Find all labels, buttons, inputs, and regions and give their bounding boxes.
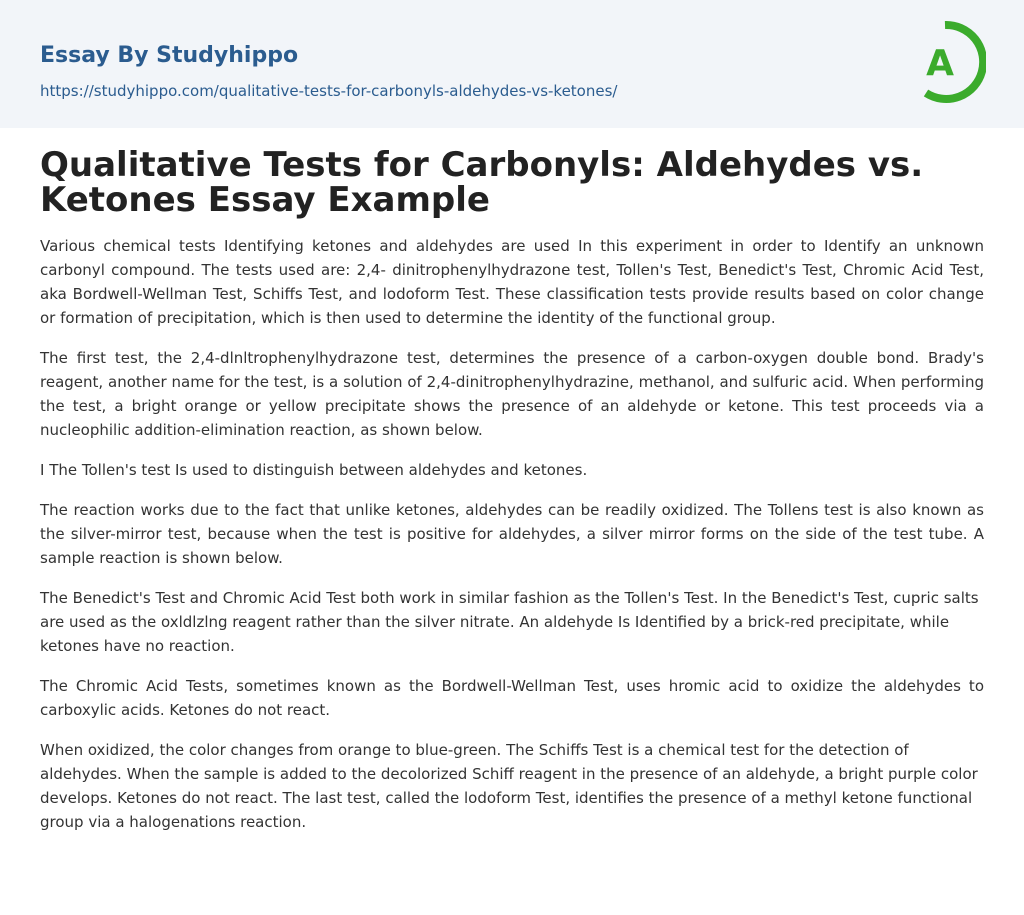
essay-paragraph: The Chromic Acid Tests, sometimes known as the Bordwell-Wellman Test, uses hromic acid to oxidize the aldehydes to carboxylic acids. Ketones do not react. <box>40 677 984 719</box>
essay-body <box>40 234 984 834</box>
studyhippo-logo-icon[interactable] <box>912 19 986 105</box>
essay-title: Qualitative Tests for Carbonyls: Aldehydes vs. Ketones Essay Example <box>40 145 924 220</box>
essay-paragraph: I The Tollen's test Is used to distinguish between aldehydes and ketones. <box>40 461 588 479</box>
logo-letter: A <box>926 43 954 84</box>
essay-paragraph: Various chemical tests Identifying ketones and aldehydes are used In this experiment in order to Identify an unknown carbonyl compound. The tests used are: 2,4- dinitrophenylhydrazone test, Tollen's Test, Benedict's Test, Chromic Acid Test, aka Bordwell-Wellman Test, Schiffs Test, and lodoform Test. These classification tests provide results based on color change or formation of precipitation, which is then used to determine the identity of the functional group. <box>40 237 984 327</box>
essay-paragraph: When oxidized, the color changes from orange to blue-green. The Schiffs Test is a chemical test for the detection of aldehydes. When the sample is added to the decolorized Schiff reagent in the presence of an aldehyde, a bright purple color develops. Ketones do not react. The last test, called the lodoform Test, identifies the presence of a methyl ketone functional group via a halogenations reaction. <box>40 741 978 831</box>
essay-paragraph: The Benedict's Test and Chromic Acid Test both work in similar fashion as the Tollen's Test. In the Benedict's Test, cupric salts are used as the oxldlzlng reagent rather than the silver nitrate. An aldehyde Is Identified by a brick-red precipitate, while ketones have no reaction. <box>40 589 979 655</box>
essay-paragraph: The first test, the 2,4-dlnltrophenylhydrazone test, determines the presence of a carbon-oxygen double bond. Brady's reagent, another name for the test, is a solution of 2,4-dinitrophenylhydrazine, methanol, and sulfuric acid. When performing the test, a bright orange or yellow precipitate shows the presence of an aldehyde or ketone. This test proceeds via a nucleophilic addition-elimination reaction, as shown below. <box>40 349 984 439</box>
essay-paragraph: The reaction works due to the fact that unlike ketones, aldehydes can be readily oxidized. The Tollens test is also known as the silver-mirror test, because when the test is positive for aldehydes, a silver mirror forms on the side of the test tube. A sample reaction is shown below. <box>40 501 984 567</box>
main-content <box>0 128 1024 834</box>
site-header <box>0 0 1024 128</box>
source-url-link[interactable]: https://studyhippo.com/qualitative-tests-for-carbonyls-aldehydes-vs-ketones/ <box>40 82 618 100</box>
site-brand[interactable]: Essay By Studyhippo <box>40 43 299 68</box>
